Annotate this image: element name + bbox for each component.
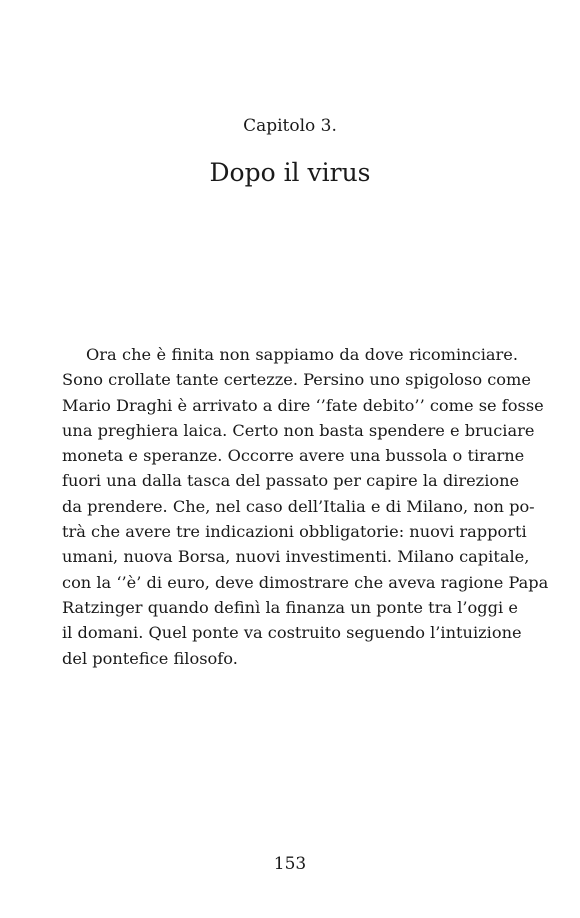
body-paragraph — [62, 342, 549, 671]
chapter-title: Dopo il virus — [209, 158, 371, 187]
paragraph-line: Ratzinger quando definì la finanza un ponte tra l’oggi e — [62, 597, 518, 617]
paragraph-line: del pontefice filosofo. — [62, 648, 238, 668]
paragraph-line: fuori una dalla tasca del passato per capire la direzione — [62, 471, 520, 491]
chapter-label: Capitolo 3. — [243, 116, 337, 136]
paragraph-line: da prendere. Che, nel caso dell’Italia e di Milano, non po- — [62, 496, 535, 516]
paragraph-line: Sono crollate tante certezze. Persino uno spigoloso come — [62, 370, 531, 390]
paragraph-line: Ora che è finita non sappiamo da dove ricominciare. — [86, 345, 518, 364]
paragraph-line: moneta e speranze. Occorre avere una bussola o tirarne — [62, 446, 525, 466]
paragraph-line: una preghiera laica. Certo non basta spendere e bruciare — [62, 420, 535, 440]
paragraph-line: trà che avere tre indicazioni obbligatorie: nuovi rapporti — [62, 522, 527, 542]
paragraph-line: con la ‘’è’ di euro, deve dimostrare che aveva ragione Papa — [62, 572, 549, 592]
paragraph-line: Mario Draghi è arrivato a dire ‘’fate debito’’ come se fosse — [62, 395, 544, 415]
paragraph-line: umani, nuova Borsa, nuovi investimenti. Milano capitale, — [62, 547, 530, 567]
page-number: 153 — [273, 854, 307, 874]
paragraph-line: il domani. Quel ponte va costruito seguendo l’intuizione — [62, 623, 522, 643]
